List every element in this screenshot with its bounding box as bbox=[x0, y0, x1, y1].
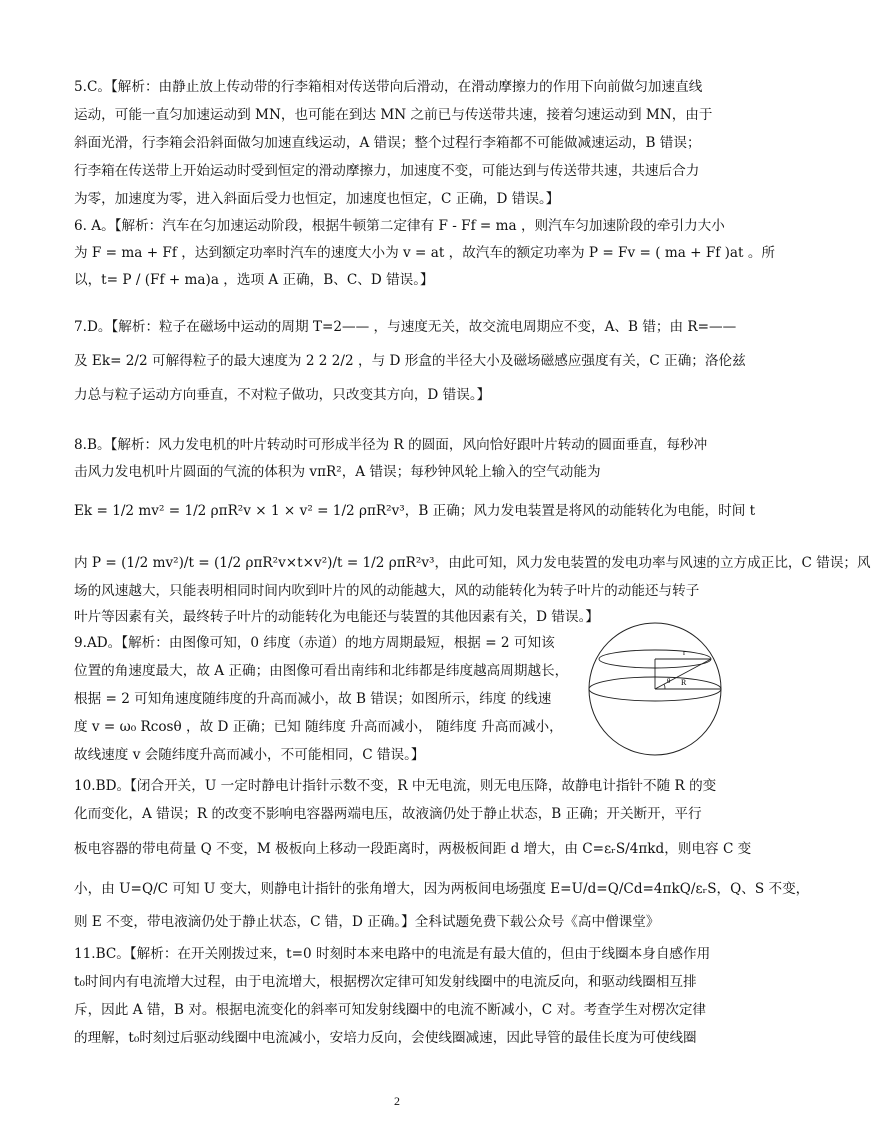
text-line: 9.AD。【解析：由图像可知，0 纬度（赤道）的地方周期最短，根据 = 2 可知该 bbox=[74, 635, 555, 651]
text-line: 6. A。【解析：汽车在匀加速运动阶段，根据牛顿第二定律有 F - Ff = ma ，则汽车匀加速阶段的牵引力大小 bbox=[74, 218, 725, 234]
text-line: 则 E 不变，带电液滴仍处于静止状态，C 错，D 正确。】全科试题免费下载公众号《高中僧课堂》 bbox=[74, 914, 660, 930]
angle-theta-label: θ bbox=[667, 677, 671, 685]
text-line: 7.D。【解析：粒子在磁场中运动的周期 T=2—— ，与速度无关，故交流电周期应不变，A、B 错；由 R=—— bbox=[74, 319, 737, 335]
text-line: 8.B。【解析：风力发电机的叶片转动时可形成半径为 R 的圆面，风向恰好跟叶片转动的圆面垂直，每秒冲 bbox=[74, 437, 708, 453]
text-line: 行李箱在传送带上开始运动时受到恒定的滑动摩擦力，加速度不变，可能达到与传送带共速，共速后合力 bbox=[74, 163, 700, 179]
radius-r-label: r bbox=[683, 648, 686, 657]
text-line: 故线速度 v 会随纬度升高而减小，不可能相同，C 错误。】 bbox=[74, 747, 425, 763]
text-line: 以，t= P / (Ff + ma)a ，选项 A 正确，B、C、D 错误。】 bbox=[74, 272, 434, 288]
text-line: 11.BC。【解析：在开关刚拨过来，t=0 时刻时本来电路中的电流是有最大值的，但由于线圈本身自感作用 bbox=[74, 946, 711, 962]
text-line: 的理解，t₀时刻过后驱动线圈中电流减小，安培力反向，会使线圈减速，因此导管的最佳长度为可使线圈 bbox=[74, 1030, 697, 1046]
text-line: 击风力发电机叶片圆面的气流的体积为 vπR²，A 错误；每秒钟风轮上输入的空气动能为 bbox=[74, 464, 601, 480]
text-line: 为零，加速度为零，进入斜面后受力也恒定，加速度也恒定，C 正确，D 错误。】 bbox=[74, 191, 560, 207]
text-line: 叶片等因素有关，最终转子叶片的动能转化为电能还与装置的其他因素有关，D 错误。】 bbox=[74, 609, 599, 625]
text-line: 斥，因此 A 错，B 对。根据电流变化的斜率可知发射线圈中的电流不断减小，C 对。考查学生对楞次定律 bbox=[74, 1002, 707, 1018]
text-line: t₀时间内有电流增大过程，由于电流增大，根据楞次定律可知发射线圈中的电流反向，和驱动线圈相互排 bbox=[74, 974, 697, 990]
text-line: 10.BD。【闭合开关，U 一定时静电计指针示数不变，R 中无电流，则无电压降，故静电计指针不随 R 的变 bbox=[74, 778, 717, 794]
text-line: 斜面光滑，行李箱会沿斜面做匀加速直线运动，A 错误；整个过程行李箱都不可能做减速运动，B 错误； bbox=[74, 135, 701, 151]
text-line: 度 v = ω₀ Rcosθ ，故 D 正确；已知 随纬度 升高而减小， 随纬度 升高而减小， bbox=[74, 719, 563, 735]
text-line: 5.C。【解析：由静止放上传动带的行李箱相对传送带向后滑动，在滑动摩擦力的作用下向前做匀加速直线 bbox=[74, 79, 703, 95]
radius-R-label: R bbox=[681, 678, 687, 687]
earth-latitude-diagram bbox=[565, 619, 745, 759]
text-line: 为 F = ma + Ff ，达到额定功率时汽车的速度大小为 v = at ，故汽车的额定功率为 P = Fv = ( ma + Ff )at 。所 bbox=[74, 245, 776, 261]
text-line: 场的风速越大，只能表明相同时间内吹到叶片的风的动能越大，风的动能转化为转子叶片的动能还与转子 bbox=[74, 583, 700, 599]
text-line: 运动，可能一直匀加速运动到 MN，也可能在到达 MN 之前已与传送带共速，接着匀速运动到 MN，由于 bbox=[74, 107, 713, 123]
text-line: 力总与粒子运动方向垂直，不对粒子做功，只改变其方向，D 错误。】 bbox=[74, 387, 491, 403]
text-line: 化而变化，A 错误；R 的改变不影响电容器两端电压，故液滴仍处于静止状态，B 正确；开关断开，平行 bbox=[74, 806, 702, 822]
text-line: 内 P = (1/2 mv²)/t = (1/2 ρπR²v×t×v²)/t = 1/2 ρπR²v³，由此可知，风力发电装置的发电功率与风速的立方成正比，C 错误；风 bbox=[74, 555, 871, 571]
text-line: 位置的角速度最大，故 A 正确；由图像可看出南纬和北纬都是纬度越高周期越长， bbox=[74, 663, 569, 679]
text-line: 小，由 U=Q/C 可知 U 变大，则静电计指针的张角增大，因为两板间电场强度 E=U/d=Q/Cd=4πkQ/εᵣS，Q、S 不变， bbox=[74, 881, 810, 897]
text-line: Ek = 1/2 mv² = 1/2 ρπR²v × 1 × v² = 1/2 ρπR²v³，B 正确；风力发电装置是将风的动能转化为电能，时间 t bbox=[74, 503, 756, 519]
text-line: 板电容器的带电荷量 Q 不变，M 极板向上移动一段距离时，两极板间距 d 增大，由 C=εᵣS/4πkd，则电容 C 变 bbox=[74, 841, 752, 857]
page-number: 2 bbox=[394, 1094, 400, 1108]
text-line: 及 Ek= 2/2 可解得粒子的最大速度为 2 2 2/2 ，与 D 形盒的半径大小及磁场磁感应强度有关，C 正确；洛伦兹 bbox=[74, 353, 746, 369]
text-line: 根据 = 2 可知角速度随纬度的升高而减小，故 B 错误；如图所示，纬度 的线速 bbox=[74, 691, 552, 707]
